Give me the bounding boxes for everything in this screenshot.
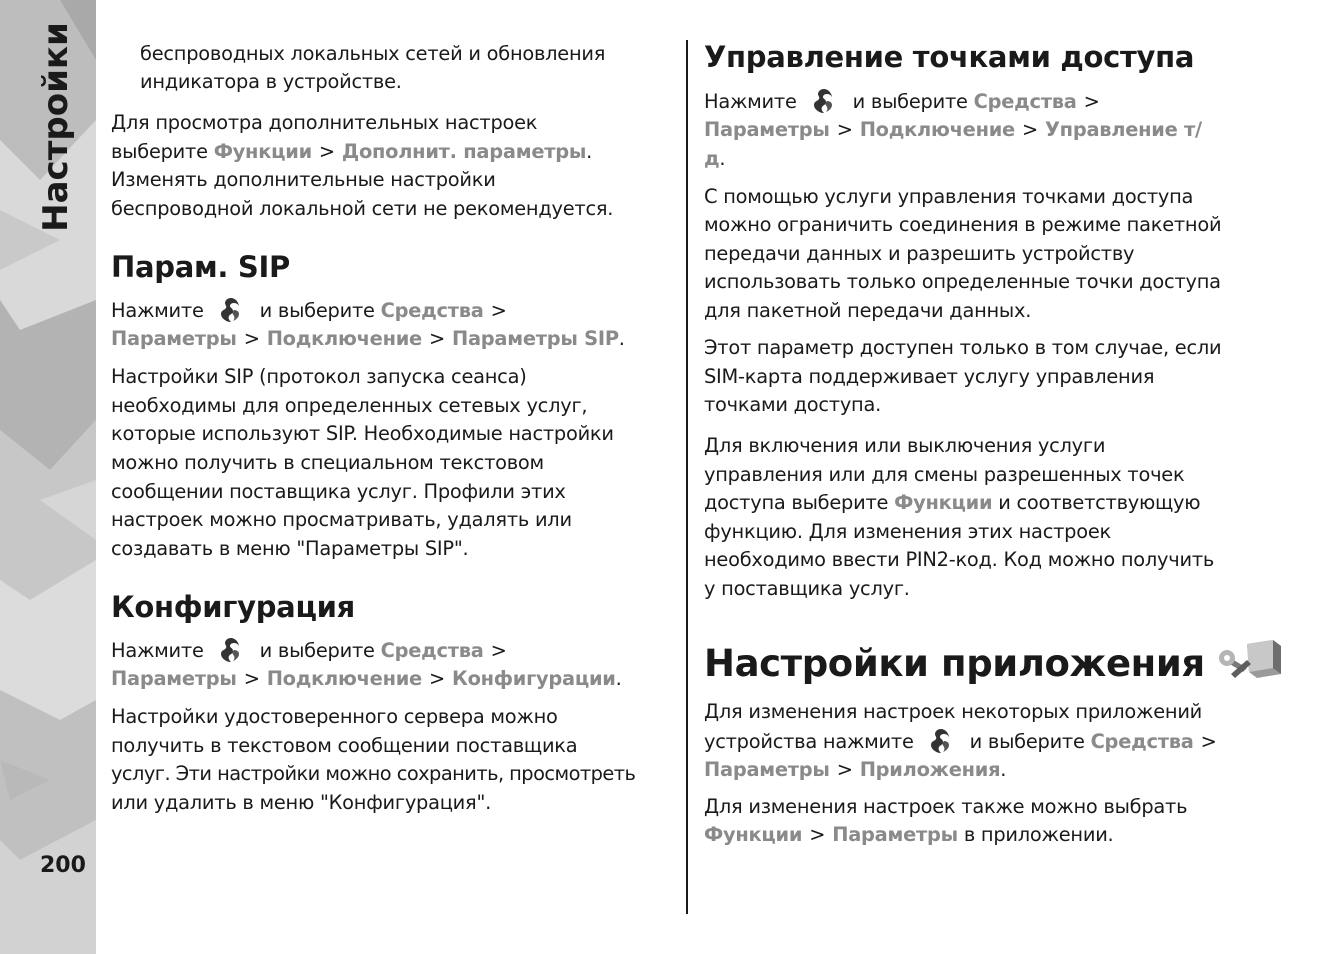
- advanced-line-1: Для просмотра дополнительных настроек: [111, 111, 538, 134]
- sip-body-2: необходимы для определенных сетевых услуг,: [111, 394, 588, 417]
- app-settings-icon: [1217, 638, 1283, 684]
- advanced-line-3: Изменять дополнительные настройки: [111, 168, 496, 191]
- ap-p2-2: SIM-карта поддерживает услугу управления: [704, 365, 1155, 388]
- ap-p3-4: функцию. Для изменения этих настроек: [704, 520, 1111, 543]
- menu-path-connection: Подключение: [859, 118, 1015, 141]
- menu-key-icon: [811, 87, 837, 115]
- sip-heading: Парам. SIP: [111, 250, 290, 284]
- ap-p1-2: можно ограничить соединения в режиме пакетной: [704, 213, 1222, 236]
- menu-path-settings: Параметры: [111, 327, 237, 350]
- apps-line-1: Для изменения настроек некоторых приложений: [704, 700, 1203, 723]
- menu-path-functions: Функции: [213, 140, 312, 163]
- sip-nav-line-2: Параметры > Подключение > Параметры SIP.: [111, 327, 625, 350]
- menu-path-settings: Параметры: [704, 758, 830, 781]
- apps-line-2: устройства нажмите и выберите Средства >: [704, 727, 1224, 757]
- config-body-2: получить в текстовом сообщении поставщика: [111, 734, 578, 757]
- advanced-line-2: выберите Функции > Дополнит. параметры.: [111, 140, 593, 163]
- ap-p2-1: Этот параметр доступен только в том случае, если: [704, 336, 1222, 359]
- menu-key-icon: [218, 296, 244, 324]
- sip-body-4: можно получить в специальном текстовом: [111, 451, 544, 474]
- column-divider: [686, 40, 688, 914]
- sip-body-7: создавать в меню "Параметры SIP".: [111, 537, 469, 560]
- intro-line-2: индикатора в устройстве.: [140, 70, 402, 93]
- menu-path-functions: Функции: [894, 491, 993, 514]
- config-nav-line-2: Параметры > Подключение > Конфигурации.: [111, 667, 622, 690]
- menu-key-icon: [928, 727, 954, 755]
- config-heading: Конфигурация: [111, 590, 355, 624]
- menu-path-sip-settings: Параметры SIP: [451, 327, 619, 350]
- apps-p2-line-1: Для изменения настроек также можно выбрать: [704, 795, 1188, 818]
- menu-path-connection: Подключение: [266, 667, 422, 690]
- ap-p3-3: доступа выберите Функции и соответствующую: [704, 491, 1201, 514]
- menu-path-advanced: Дополнит. параметры: [341, 140, 587, 163]
- menu-path-tools: Средства: [1090, 730, 1194, 753]
- sip-body-6: настроек можно просматривать, удалять или: [111, 508, 572, 531]
- menu-path-configurations: Конфигурации: [451, 667, 616, 690]
- intro-line-1: беспроводных локальных сетей и обновления: [140, 42, 606, 65]
- menu-key-icon: [218, 636, 244, 664]
- menu-path-tools: Средства: [973, 90, 1077, 113]
- apps-line-3: Параметры > Приложения.: [704, 758, 1007, 781]
- ap-p1-3: передачи данных и разрешить устройству: [704, 242, 1135, 265]
- section-title: Настройки: [36, 22, 76, 232]
- sip-body-3: которые используют SIP. Необходимые настройки: [111, 422, 614, 445]
- access-points-heading: Управление точками доступа: [704, 40, 1195, 74]
- ap-p3-1: Для включения или выключения услуги: [704, 434, 1106, 457]
- ap-nav-line-1: Нажмите и выберите Средства >: [704, 87, 1107, 117]
- menu-path-settings: Параметры: [704, 118, 830, 141]
- ap-p1-4: использовать только определенные точки доступа: [704, 270, 1221, 293]
- ap-p2-3: точками доступа.: [704, 393, 882, 416]
- menu-path-tools: Средства: [380, 299, 484, 322]
- page-number: 200: [40, 853, 86, 878]
- config-body-4: или удалить в меню "Конфигурация".: [111, 791, 492, 814]
- ap-nav-line-2: Параметры > Подключение > Управление т/: [704, 118, 1202, 141]
- menu-path-applications: Приложения: [859, 758, 1001, 781]
- config-body-1: Настройки удостоверенного сервера можно: [111, 705, 558, 728]
- ap-nav-line-3: д.: [704, 147, 726, 170]
- app-settings-heading: Настройки приложения: [704, 638, 1283, 686]
- ap-p3-2: управления или для смены разрешенных точек: [704, 463, 1185, 486]
- ap-p3-6: у поставщика услуг.: [704, 577, 910, 600]
- ap-p1-1: С помощью услуги управления точками доступа: [704, 185, 1194, 208]
- menu-path-tools: Средства: [380, 639, 484, 662]
- sip-nav-line-1: Нажмите и выберите Средства >: [111, 296, 514, 326]
- sip-body-5: сообщении поставщика услуг. Профили этих: [111, 480, 566, 503]
- menu-path-functions: Функции: [704, 823, 803, 846]
- sip-body-1: Настройки SIP (протокол запуска сеанса): [111, 365, 527, 388]
- apps-p2-line-2: Функции > Параметры в приложении.: [704, 823, 1114, 846]
- ap-p1-5: для пакетной передачи данных.: [704, 299, 1032, 322]
- ap-p3-5: необходимо ввести PIN2-код. Код можно получить: [704, 548, 1215, 571]
- menu-path-ap-management: Управление т/: [1044, 118, 1202, 141]
- config-body-3: услуг. Эти настройки можно сохранить, просмотреть: [111, 762, 636, 785]
- menu-path-ap-management-cont: д: [704, 147, 720, 170]
- menu-path-settings: Параметры: [111, 667, 237, 690]
- menu-path-connection: Подключение: [266, 327, 422, 350]
- config-nav-line-1: Нажмите и выберите Средства >: [111, 636, 514, 666]
- advanced-line-4: беспроводной локальной сети не рекомендуется.: [111, 197, 614, 220]
- menu-path-settings: Параметры: [832, 823, 958, 846]
- sidebar-strip: [0, 0, 96, 954]
